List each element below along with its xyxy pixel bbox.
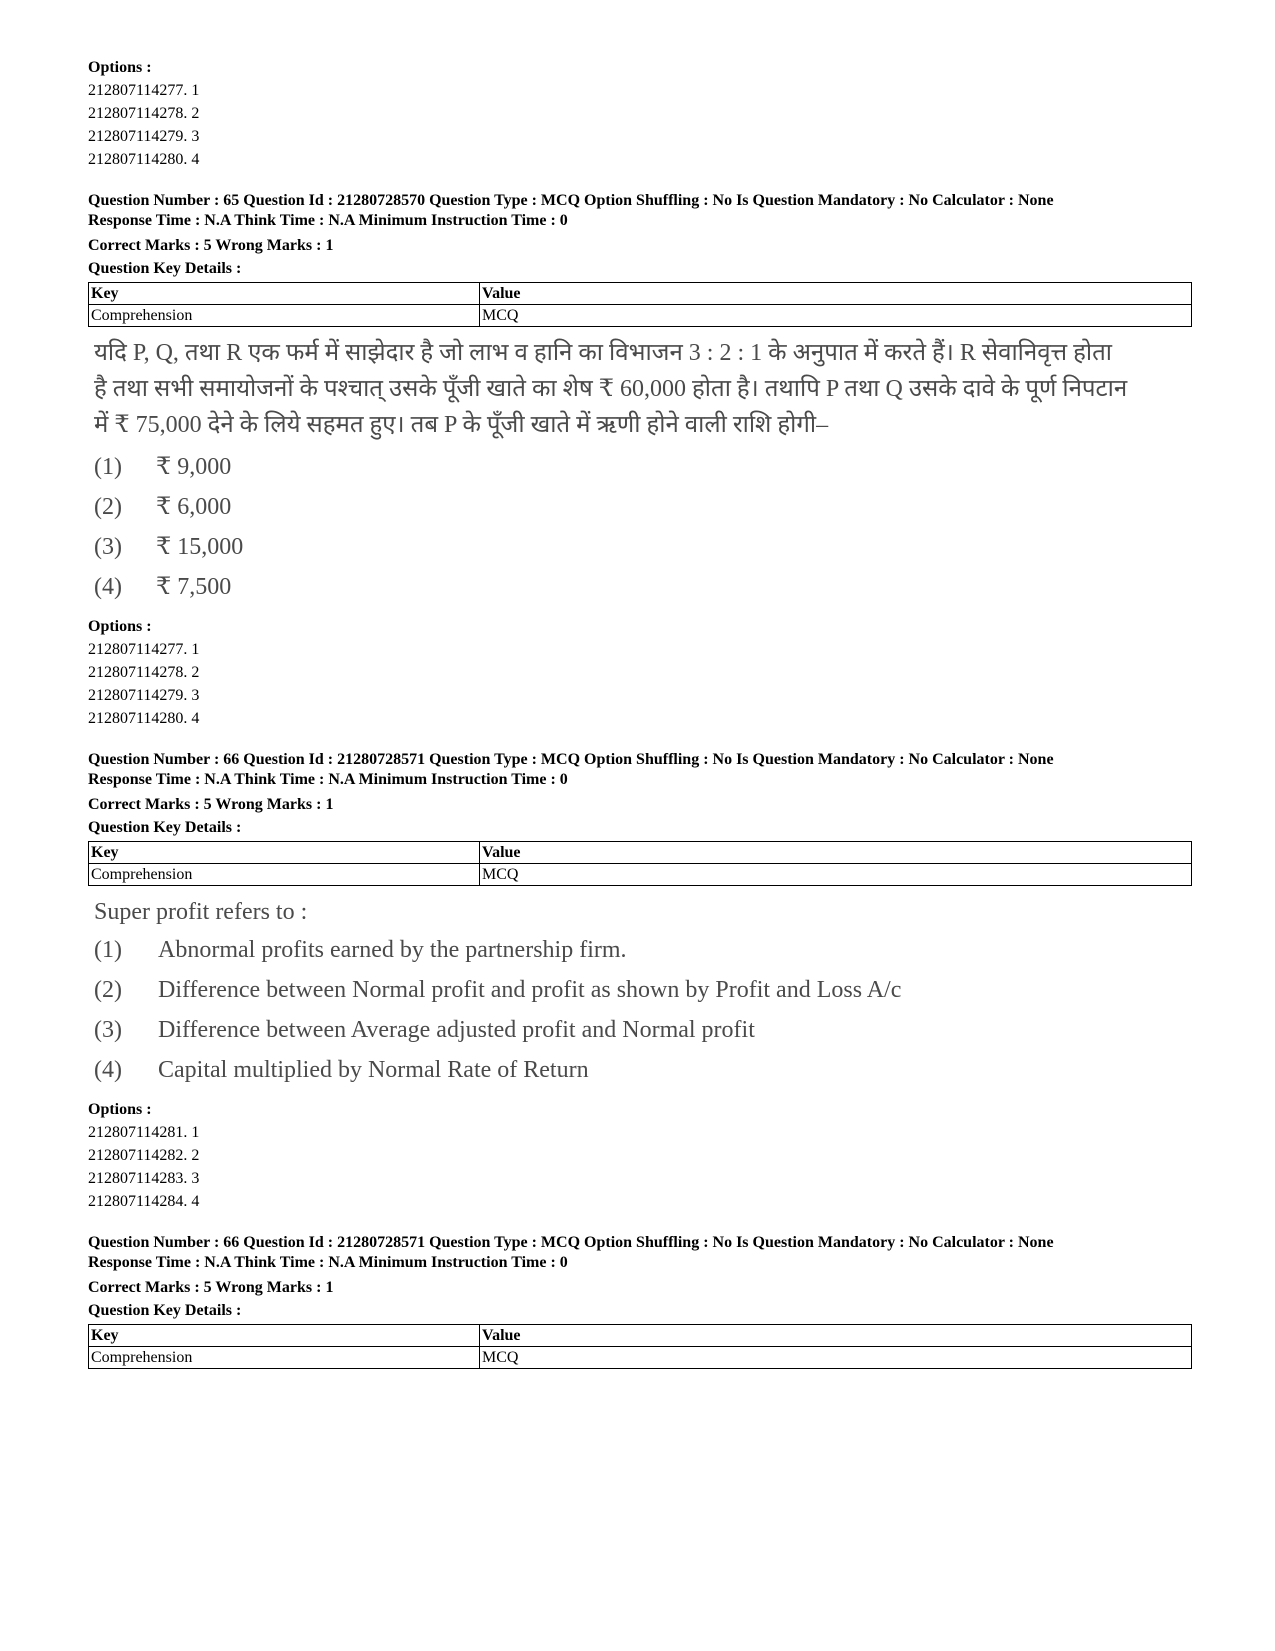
- option-item: 212807114283. 3: [88, 1170, 200, 1187]
- choice-number: (2): [94, 494, 122, 520]
- key-details-label: Question Key Details :: [88, 260, 242, 277]
- question-text: [88, 894, 1192, 1090]
- question-timing-line: Response Time : N.A Think Time : N.A Minimum Instruction Time : 0: [88, 212, 568, 229]
- marks-line: Correct Marks : 5 Wrong Marks : 1: [88, 237, 334, 254]
- option-item: 212807114277. 1: [88, 641, 200, 658]
- value-header: Value: [480, 1325, 1192, 1347]
- option-item: 212807114280. 4: [88, 151, 200, 168]
- answer-choice: [94, 567, 1192, 607]
- question-header: [88, 191, 1192, 231]
- choice-number: (3): [94, 534, 122, 560]
- key-header: Key: [89, 842, 480, 864]
- question-header: [88, 750, 1192, 790]
- answer-choice: [94, 447, 1192, 487]
- key-cell: Comprehension: [89, 1347, 480, 1369]
- question-timing-line: Response Time : N.A Think Time : N.A Minimum Instruction Time : 0: [88, 771, 568, 788]
- choice-text: ₹ 9,000: [156, 454, 232, 480]
- value-cell: MCQ: [480, 305, 1192, 327]
- question-meta-line: Question Number : 66 Question Id : 21280728571 Question Type : MCQ Option Shuffling : No Is Question Mandatory : No Calculator : None: [88, 751, 1054, 768]
- value-header: Value: [480, 842, 1192, 864]
- question-meta-line: Question Number : 65 Question Id : 21280728570 Question Type : MCQ Option Shuffling : No Is Question Mandatory : No Calculator : None: [88, 192, 1054, 209]
- value-cell: MCQ: [480, 864, 1192, 886]
- answer-choice: [94, 930, 1192, 970]
- answer-choice: [94, 527, 1192, 567]
- key-value-table: [88, 282, 1192, 327]
- question-timing-line: Response Time : N.A Think Time : N.A Minimum Instruction Time : 0: [88, 1254, 568, 1271]
- key-cell: Comprehension: [89, 864, 480, 886]
- choice-number: (4): [94, 1057, 122, 1083]
- options-heading: Options :: [88, 59, 152, 76]
- choice-text: Difference between Average adjusted profit and Normal profit: [158, 1017, 755, 1043]
- choice-text: Capital multiplied by Normal Rate of Return: [158, 1057, 589, 1083]
- question-66-repeat-block: [88, 1233, 1192, 1369]
- option-item: 212807114279. 3: [88, 128, 200, 145]
- option-item: 212807114281. 1: [88, 1124, 200, 1141]
- key-details-label: Question Key Details :: [88, 819, 242, 836]
- value-header: Value: [480, 283, 1192, 305]
- question-meta-line: Question Number : 66 Question Id : 21280728571 Question Type : MCQ Option Shuffling : No Is Question Mandatory : No Calculator : None: [88, 1234, 1054, 1251]
- choice-number: (4): [94, 574, 122, 600]
- marks-line: Correct Marks : 5 Wrong Marks : 1: [88, 1279, 334, 1296]
- answer-choice: [94, 1010, 1192, 1050]
- marks-line: Correct Marks : 5 Wrong Marks : 1: [88, 796, 334, 813]
- question-paper-page: [88, 56, 1192, 1369]
- key-value-table: [88, 841, 1192, 886]
- key-value-table: [88, 1324, 1192, 1369]
- question-stem-line: है तथा सभी समायोजनों के पश्चात् उसके पूँजी खाते का शेष ₹ 60,000 होता है। तथापि P तथा Q उसके दावे के पूर्ण निपटान: [94, 376, 1128, 402]
- choice-text: ₹ 6,000: [156, 494, 232, 520]
- choice-number: (3): [94, 1017, 122, 1043]
- question-header: [88, 1233, 1192, 1273]
- choice-text: Abnormal profits earned by the partnership firm.: [158, 937, 627, 963]
- option-item: 212807114279. 3: [88, 687, 200, 704]
- value-cell: MCQ: [480, 1347, 1192, 1369]
- key-details-label: Question Key Details :: [88, 1302, 242, 1319]
- question-stem-line: में ₹ 75,000 देने के लिये सहमत हुए। तब P के पूँजी खाते में ऋणी होने वाली राशि होगी–: [94, 412, 829, 438]
- key-header: Key: [89, 283, 480, 305]
- question-text: [88, 335, 1192, 607]
- key-header: Key: [89, 1325, 480, 1347]
- options-heading: Options :: [88, 1101, 152, 1118]
- question-stem-line: यदि P, Q, तथा R एक फर्म में साझेदार है जो लाभ व हानि का विभाजन 3 : 2 : 1 के अनुपात में करते हैं। R सेवानिवृत्त होता: [94, 340, 1112, 366]
- answer-choice: [94, 970, 1192, 1010]
- choice-number: (1): [94, 454, 122, 480]
- choice-text: ₹ 15,000: [156, 534, 244, 560]
- option-item: 212807114284. 4: [88, 1193, 200, 1210]
- answer-choice: [94, 487, 1192, 527]
- question-65-block: [88, 191, 1192, 730]
- option-item: 212807114282. 2: [88, 1147, 200, 1164]
- top-options-block: [88, 56, 1192, 171]
- option-item: 212807114280. 4: [88, 710, 200, 727]
- choice-text: ₹ 7,500: [156, 574, 232, 600]
- choice-number: (1): [94, 937, 122, 963]
- question-stem: Super profit refers to :: [94, 899, 308, 925]
- answer-choice: [94, 1050, 1192, 1090]
- choice-text: Difference between Normal profit and profit as shown by Profit and Loss A/c: [158, 977, 902, 1003]
- options-heading: Options :: [88, 618, 152, 635]
- question-66-block: [88, 750, 1192, 1213]
- option-item: 212807114278. 2: [88, 105, 200, 122]
- option-item: 212807114278. 2: [88, 664, 200, 681]
- key-cell: Comprehension: [89, 305, 480, 327]
- choice-number: (2): [94, 977, 122, 1003]
- option-item: 212807114277. 1: [88, 82, 200, 99]
